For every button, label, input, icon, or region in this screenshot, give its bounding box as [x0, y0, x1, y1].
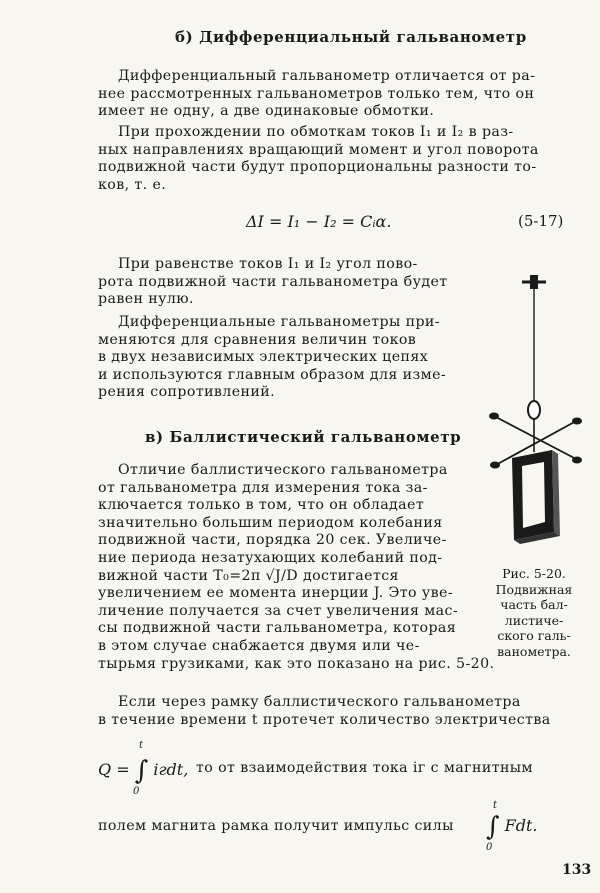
caption-line: Подвижная: [495, 581, 573, 597]
text-line: подвижной части, порядка 20 сек. Увеличе-: [98, 532, 447, 549]
weight: [490, 462, 500, 469]
integral-sign: ∫: [486, 812, 500, 842]
text-line: имеет не одну, а две одинаковые обмотки.: [98, 103, 435, 120]
text-line: от гальванометра для измерения тока за-: [98, 479, 428, 496]
equation-number: (5-17): [518, 212, 564, 230]
text-line: и используются главным образом для изме-: [98, 366, 447, 383]
text-line: ключается только в том, что он обладает: [98, 497, 425, 514]
coil-frame: [512, 450, 560, 544]
text-line: увеличением ее момента инерции J. Это уве-: [98, 585, 454, 602]
galvanometer-figure: [482, 270, 590, 560]
charge-formula: [98, 756, 188, 786]
text-line: При равенстве токов I₁ и I₂ угол пово-: [118, 256, 418, 272]
mirror: [528, 401, 540, 419]
text-line: подвижной части будут пропорциональны разности то-: [98, 159, 537, 176]
text-line: нее рассмотренных гальванометров только тем, что он: [98, 85, 535, 102]
caption-line: Рис. 5-20.: [502, 566, 566, 581]
formula-5-17: ΔI = I₁ − I₂ = Cᵢα.: [246, 212, 392, 231]
text-line: личение получается за счет увеличения мас-: [98, 602, 459, 619]
impulse-formula: [486, 812, 538, 842]
text-line: Отличие баллистического гальванометра: [118, 462, 448, 478]
weight: [572, 457, 582, 464]
section-b-heading: б) Дифференциальный гальванометр: [175, 28, 527, 46]
text-line: в течение времени t протечет количество электричества: [98, 711, 551, 728]
text-line: Дифференциальные гальванометры при-: [118, 314, 440, 330]
caption-line: часть бал-: [500, 597, 568, 613]
caption-line: ского галь-: [497, 628, 571, 644]
integral-upper-limit: t: [493, 800, 498, 811]
section-b-paragraph-3: [98, 256, 482, 309]
text-line: ние периода незатухающих колебаний под-: [98, 549, 443, 566]
text-line: рения сопротивлений.: [98, 384, 275, 401]
text-line: Дифференциальный гальванометр отличается от ра-: [118, 68, 536, 84]
section-b-paragraph-2: [98, 124, 580, 194]
text-line: рота подвижной части гальванометра будет: [98, 273, 448, 290]
charge-formula-integrand: iгdt,: [153, 760, 189, 779]
integral-upper-limit: t: [139, 740, 144, 751]
text-line: Если через рамку баллистического гальванометра: [118, 694, 521, 710]
text-line: ных направлениях вращающий момент и угол поворота: [98, 141, 539, 158]
text-line: в двух независимых электрических цепях: [98, 349, 429, 366]
charge-formula-left: Q =: [98, 760, 130, 779]
text-line: ков, т. е.: [98, 176, 167, 193]
weight: [489, 413, 499, 420]
impulse-integrand: Fdt.: [504, 816, 538, 835]
integral-lower-limit: 0: [133, 786, 140, 797]
section-b-paragraph-4: [98, 314, 482, 402]
text-line: сы подвижной части гальванометра, которая: [98, 620, 457, 637]
text-line: значительно большим периодом колебания: [98, 514, 443, 531]
section-b-paragraph-1: [98, 68, 580, 121]
weight: [572, 418, 582, 425]
page-number: 133: [562, 862, 592, 878]
caption-line: ванометра.: [497, 643, 571, 659]
clamp-block: [530, 275, 538, 289]
text-line: в этом случае снабжается двумя или че-: [98, 637, 420, 654]
section-v-paragraph-2: [98, 694, 580, 729]
charge-formula-text: то от взаимодействия тока iг с магнитным: [196, 760, 533, 776]
text-line: При прохождении по обмоткам токов I₁ и I₂ в раз-: [118, 124, 514, 140]
weight-arm: [492, 415, 578, 460]
caption-line: листиче-: [504, 612, 564, 628]
integral-sign: ∫: [134, 756, 149, 786]
impulse-text: полем магнита рамка получит импульс силы: [98, 818, 454, 834]
figure-caption: [484, 566, 584, 660]
text-line: вижной части T₀=2π √J/D достигается: [98, 567, 399, 584]
section-v-paragraph-1: [98, 462, 495, 673]
integral-lower-limit: 0: [486, 842, 493, 853]
text-line: равен нулю.: [98, 291, 194, 308]
text-line: меняются для сравнения величин токов: [98, 331, 417, 348]
text-line: тырьмя грузиками, как это показано на рис. 5-20.: [98, 655, 495, 672]
section-v-heading: в) Баллистический гальванометр: [145, 428, 462, 446]
